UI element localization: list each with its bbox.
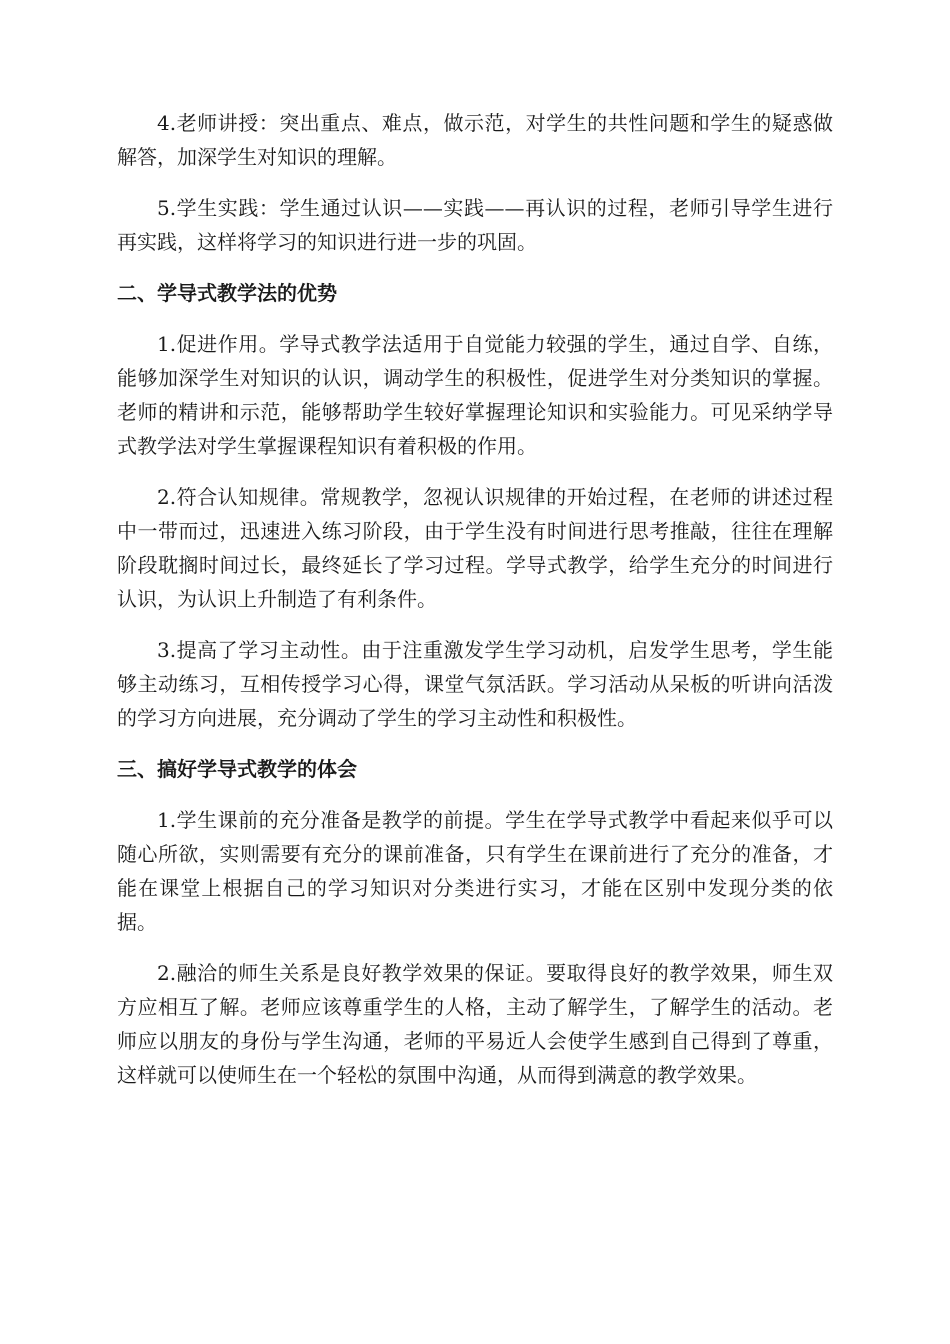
paragraph-student-practice: 5.学生实践：学生通过认识——实践——再认识的过程，老师引导学生进行再实践，这样将学习的知识进行进一步的巩固。 (117, 196, 833, 254)
document-body (117, 106, 833, 1109)
paragraph-preparation: 1.学生课前的充分准备是教学的前提。学生在学导式教学中看起来似乎可以随心所欲，实则需要有充分的课前准备，只有学生在课前进行了充分的准备，才能在课堂上根据自己的学习知识对分类进行实习，才能在区别中发现分类的依据。 (117, 808, 833, 934)
paragraph-teacher-lecture: 4.老师讲授：突出重点、难点，做示范，对学生的共性问题和学生的疑惑做解答，加深学生对知识的理解。 (117, 111, 833, 169)
paragraph-promoting-effect: 1.促进作用。学导式教学法适用于自觉能力较强的学生，通过自学、自练，能够加深学生对知识的认识，调动学生的积极性，促进学生对分类知识的掌握。老师的精讲和示范，能够帮助学生较好掌握理论知识和实验能力。可见采纳学导式教学法对学生掌握课程知识有着积极的作用。 (117, 332, 833, 458)
paragraph-teacher-student-relationship: 2.融洽的师生关系是良好教学效果的保证。要取得良好的教学效果，师生双方应相互了解。老师应该尊重学生的人格，主动了解学生，了解学生的活动。老师应以朋友的身份与学生沟通，老师的平易近人会使学生感到自己得到了尊重，这样就可以使师生在一个轻松的氛围中沟通，从而得到满意的教学效果。 (117, 961, 833, 1087)
section-heading-experience: 三、搞好学导式教学的体会 (117, 757, 357, 781)
paragraph-cognitive-law: 2.符合认知规律。常规教学，忽视认识规律的开始过程，在老师的讲述过程中一带而过，迅速进入练习阶段，由于学生没有时间进行思考推敲，往往在理解阶段耽搁时间过长，最终延长了学习过程。学导式教学，给学生充分的时间进行认识，为认识上升制造了有利条件。 (117, 485, 833, 611)
section-heading-advantages: 二、学导式教学法的优势 (117, 281, 337, 305)
paragraph-learning-initiative: 3.提高了学习主动性。由于注重激发学生学习动机，启发学生思考，学生能够主动练习，互相传授学习心得，课堂气氛活跃。学习活动从呆板的听讲向活泼的学习方向进展，充分调动了学生的学习主动性和积极性。 (117, 638, 833, 730)
